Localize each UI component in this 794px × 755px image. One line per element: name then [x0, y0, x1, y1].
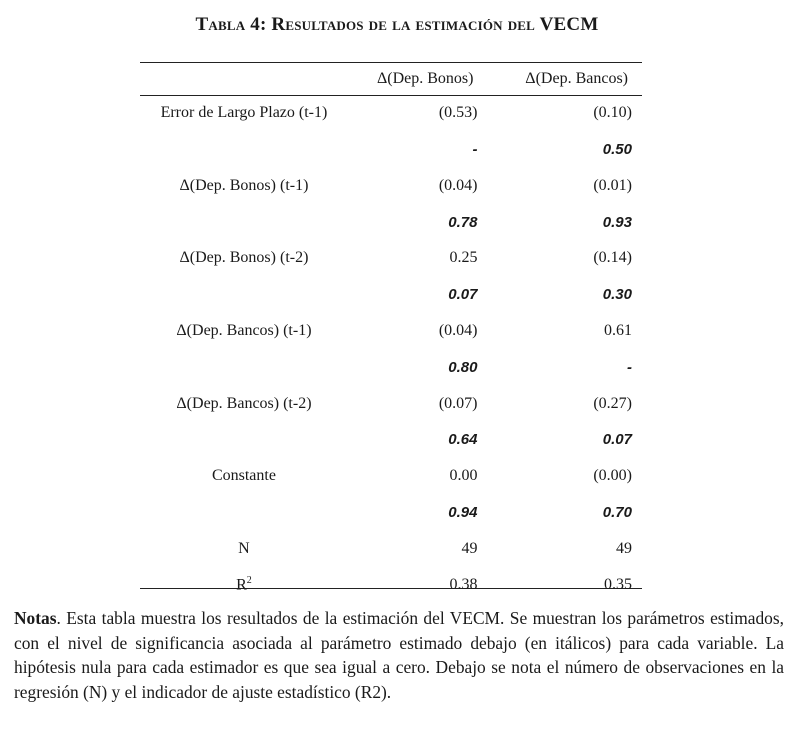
table-row: [140, 95, 642, 131]
table-title-prefix: Tabla 4:: [195, 14, 267, 35]
cell-bancos: (0.27): [593, 394, 632, 412]
cell-bancos: 0.70: [602, 503, 632, 521]
cell-bonos: 49: [461, 539, 478, 557]
cell-bonos: 0.38: [449, 576, 478, 593]
column-header: Δ(Dep. Bonos): [376, 70, 474, 87]
table-row: [140, 531, 642, 567]
table-title-text: Resultados de la estimación del: [271, 14, 536, 35]
table-row: [140, 458, 642, 494]
cell-bancos: 0.30: [602, 286, 632, 304]
cell-bonos: 0.80: [448, 358, 478, 376]
cell-bancos: -: [627, 358, 632, 376]
row-label: Error de Largo Plazo (t-1): [160, 104, 328, 122]
cell-bonos: (0.53): [438, 104, 478, 122]
cell-bancos: 0.93: [602, 213, 632, 231]
row-label: [140, 422, 348, 458]
cell-bancos: (0.00): [593, 467, 632, 485]
cell-bancos: 0.50: [602, 140, 632, 158]
cell-bonos: 0.25: [449, 249, 478, 267]
cell-bonos: -: [472, 140, 478, 158]
row-label: [140, 567, 348, 603]
cell-bonos: (0.04): [438, 321, 478, 339]
table-row: [140, 240, 642, 276]
table-row: [140, 276, 642, 312]
table-row: [140, 349, 642, 385]
table-row: [140, 494, 642, 530]
table-row: [140, 313, 642, 349]
table-title: [0, 14, 794, 36]
column-header: [140, 63, 348, 95]
results-table: [140, 63, 642, 603]
cell-bonos: 0.94: [448, 503, 478, 521]
table-row: [140, 422, 642, 458]
cell-bonos: 0.78: [448, 213, 478, 231]
row-label: [140, 349, 348, 385]
row-label-base: R: [236, 576, 247, 594]
table-notes: [14, 606, 784, 704]
table-body: [140, 95, 642, 603]
table-row: [140, 385, 642, 421]
row-label: Constante: [211, 467, 276, 485]
cell-bancos: (0.14): [593, 249, 632, 267]
table-row: [140, 168, 642, 204]
cell-bonos: (0.07): [438, 394, 478, 412]
table-row: [140, 567, 642, 603]
table-title-suffix: VECM: [539, 14, 599, 35]
row-label: [140, 276, 348, 312]
cell-bancos: 0.07: [602, 431, 632, 449]
row-label: [140, 494, 348, 530]
cell-bonos: 0.00: [449, 467, 478, 485]
table-row: [140, 131, 642, 167]
notes-text: . Esta tabla muestra los resultados de la estimación del VECM. Se muestran los parámetros estimados, con el nivel de significancia asociada al parámetro estimado debajo (en itálicos) para cada variable. La hipótesis nula para cada estimador es que sea igual a cero. Debajo se nota el número de observaciones en la regresión (N) y el indicador de ajuste estadístico (R2).: [14, 608, 784, 702]
table-header-row: [140, 63, 642, 95]
cell-bancos: 49: [616, 539, 632, 557]
row-label: N: [238, 539, 250, 557]
row-label: Δ(Dep. Bancos) (t-2): [176, 394, 312, 412]
notes-lead: Notas: [14, 608, 57, 628]
cell-bancos: 0.61: [604, 321, 632, 339]
column-header: Δ(Dep. Bancos): [525, 70, 628, 87]
row-label: Δ(Dep. Bancos) (t-1): [176, 321, 312, 339]
row-label: Δ(Dep. Bonos) (t-1): [179, 176, 309, 194]
table-row: [140, 204, 642, 240]
cell-bancos: (0.10): [593, 104, 632, 122]
cell-bonos: (0.04): [438, 176, 478, 194]
row-label-superscript: 2: [246, 575, 252, 587]
cell-bancos: 0.35: [604, 576, 632, 593]
cell-bonos: 0.07: [448, 286, 478, 304]
cell-bonos: 0.64: [448, 431, 478, 449]
row-label: [140, 131, 348, 167]
row-label: Δ(Dep. Bonos) (t-2): [179, 249, 309, 267]
cell-bancos: (0.01): [593, 176, 632, 194]
row-label: [140, 204, 348, 240]
